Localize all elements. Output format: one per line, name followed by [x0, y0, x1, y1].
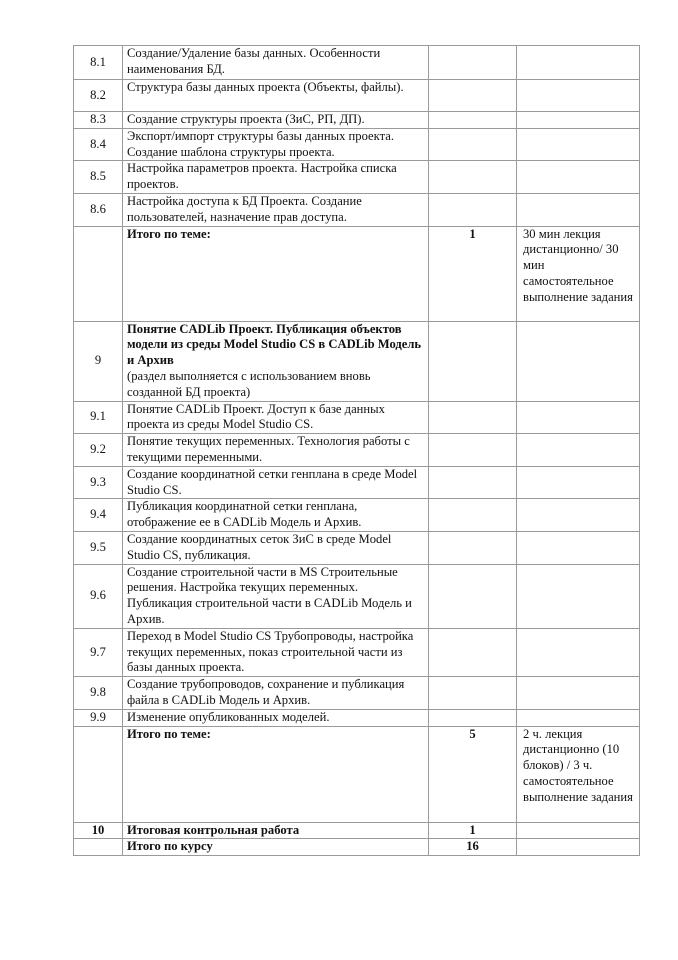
row-note — [517, 822, 640, 839]
section-subtitle: (раздел выполняется с использованием вновь созданной БД проекта) — [127, 368, 371, 399]
row-hours — [429, 112, 517, 129]
row-note: 2 ч. лекция дистанционно (10 блоков) / 3 ч. самостоятельное выполнение задания — [517, 726, 640, 822]
row-number: 9.5 — [74, 531, 123, 564]
row-number: 9.2 — [74, 434, 123, 467]
row-title: Изменение опубликованных моделей. — [123, 709, 429, 726]
row-title: Итоговая контрольная работа — [123, 822, 429, 839]
table-row — [74, 564, 640, 628]
row-hours — [429, 434, 517, 467]
row-title: Настройка параметров проекта. Настройка списка проектов. — [123, 161, 429, 194]
table-row — [74, 80, 640, 112]
row-number — [74, 726, 123, 822]
table-body — [74, 46, 640, 856]
row-number: 9 — [74, 321, 123, 401]
row-number: 9.7 — [74, 628, 123, 676]
row-note — [517, 499, 640, 532]
table-row — [74, 193, 640, 226]
row-number: 9.4 — [74, 499, 123, 532]
row-title: Итого по курсу — [123, 839, 429, 856]
row-number: 8.4 — [74, 128, 123, 161]
row-hours — [429, 564, 517, 628]
row-hours — [429, 161, 517, 194]
section-title: Понятие CADLib Проект. Публикация объектов модели из среды Model Studio CS в CADLib Модель и Архив — [127, 321, 422, 368]
table-row — [74, 401, 640, 434]
row-note — [517, 531, 640, 564]
table-row — [74, 628, 640, 676]
table-row — [74, 531, 640, 564]
row-hours — [429, 677, 517, 710]
total-row — [74, 726, 640, 822]
course-plan-table — [73, 45, 640, 856]
row-number: 9.6 — [74, 564, 123, 628]
row-number: 8.3 — [74, 112, 123, 129]
table-row — [74, 128, 640, 161]
row-title: Создание координатных сеток ЗиС в среде Model Studio CS, публикация. — [123, 531, 429, 564]
row-note — [517, 193, 640, 226]
row-note — [517, 628, 640, 676]
row-title: Создание/Удаление базы данных. Особенности наименования БД. — [123, 46, 429, 80]
row-hours — [429, 531, 517, 564]
row-note — [517, 128, 640, 161]
row-title: Экспорт/импорт структуры базы данных проекта. Создание шаблона структуры проекта. — [123, 128, 429, 161]
table-row — [74, 112, 640, 129]
row-note — [517, 839, 640, 856]
row-title: Понятие CADLib Проект. Доступ к базе данных проекта из среды Model Studio CS. — [123, 401, 429, 434]
section-row — [74, 321, 640, 401]
row-number: 9.9 — [74, 709, 123, 726]
row-title: Создание координатной сетки генплана в среде Model Studio CS. — [123, 466, 429, 499]
row-note — [517, 564, 640, 628]
row-hours — [429, 499, 517, 532]
row-hours — [429, 466, 517, 499]
row-note — [517, 434, 640, 467]
row-number: 8.5 — [74, 161, 123, 194]
row-title: Настройка доступа к БД Проекта. Создание пользователей, назначение прав доступа. — [123, 193, 429, 226]
row-title: Понятие текущих переменных. Технология работы с текущими переменными. — [123, 434, 429, 467]
table-row — [74, 466, 640, 499]
row-note — [517, 321, 640, 401]
table-row — [74, 839, 640, 856]
row-number: 8.6 — [74, 193, 123, 226]
row-number: 10 — [74, 822, 123, 839]
row-title: Создание трубопроводов, сохранение и публикация файла в CADLib Модель и Архив. — [123, 677, 429, 710]
row-number: 8.1 — [74, 46, 123, 80]
row-note — [517, 709, 640, 726]
table-row — [74, 677, 640, 710]
row-title: Создание структуры проекта (ЗиС, РП, ДП). — [123, 112, 429, 129]
row-title: Итого по теме: — [123, 726, 429, 822]
row-number: 9.3 — [74, 466, 123, 499]
row-number — [74, 839, 123, 856]
row-number: 8.2 — [74, 80, 123, 112]
row-title: Создание строительной части в MS Строительные решения. Настройка текущих переменных. Публикация строительной части в CADLib Модель и Архив. — [123, 564, 429, 628]
row-title: Итого по теме: — [123, 226, 429, 321]
total-row — [74, 226, 640, 321]
row-note — [517, 401, 640, 434]
row-hours — [429, 628, 517, 676]
row-hours — [429, 46, 517, 80]
table-row — [74, 709, 640, 726]
row-note — [517, 161, 640, 194]
row-hours: 5 — [429, 726, 517, 822]
row-hours — [429, 128, 517, 161]
row-note — [517, 80, 640, 112]
row-hours: 16 — [429, 839, 517, 856]
table-row — [74, 499, 640, 532]
table-row — [74, 434, 640, 467]
row-title: Переход в Model Studio CS Трубопроводы, настройка текущих переменных, показ строительной части из базы данных проекта. — [123, 628, 429, 676]
row-note — [517, 112, 640, 129]
row-hours: 1 — [429, 226, 517, 321]
row-number — [74, 226, 123, 321]
row-hours — [429, 321, 517, 401]
row-hours: 1 — [429, 822, 517, 839]
row-hours — [429, 193, 517, 226]
row-number: 9.1 — [74, 401, 123, 434]
row-hours — [429, 80, 517, 112]
row-title: Публикация координатной сетки генплана, отображение ее в CADLib Модель и Архив. — [123, 499, 429, 532]
row-note — [517, 677, 640, 710]
table-row — [74, 46, 640, 80]
row-note — [517, 466, 640, 499]
row-hours — [429, 401, 517, 434]
row-hours — [429, 709, 517, 726]
row-note — [517, 46, 640, 80]
row-title: Структура базы данных проекта (Объекты, файлы). — [123, 80, 429, 112]
table-row — [74, 822, 640, 839]
table-row — [74, 161, 640, 194]
row-note: 30 мин лекция дистанционно/ 30 мин самостоятельное выполнение задания — [517, 226, 640, 321]
row-number: 9.8 — [74, 677, 123, 710]
row-title — [123, 321, 429, 401]
